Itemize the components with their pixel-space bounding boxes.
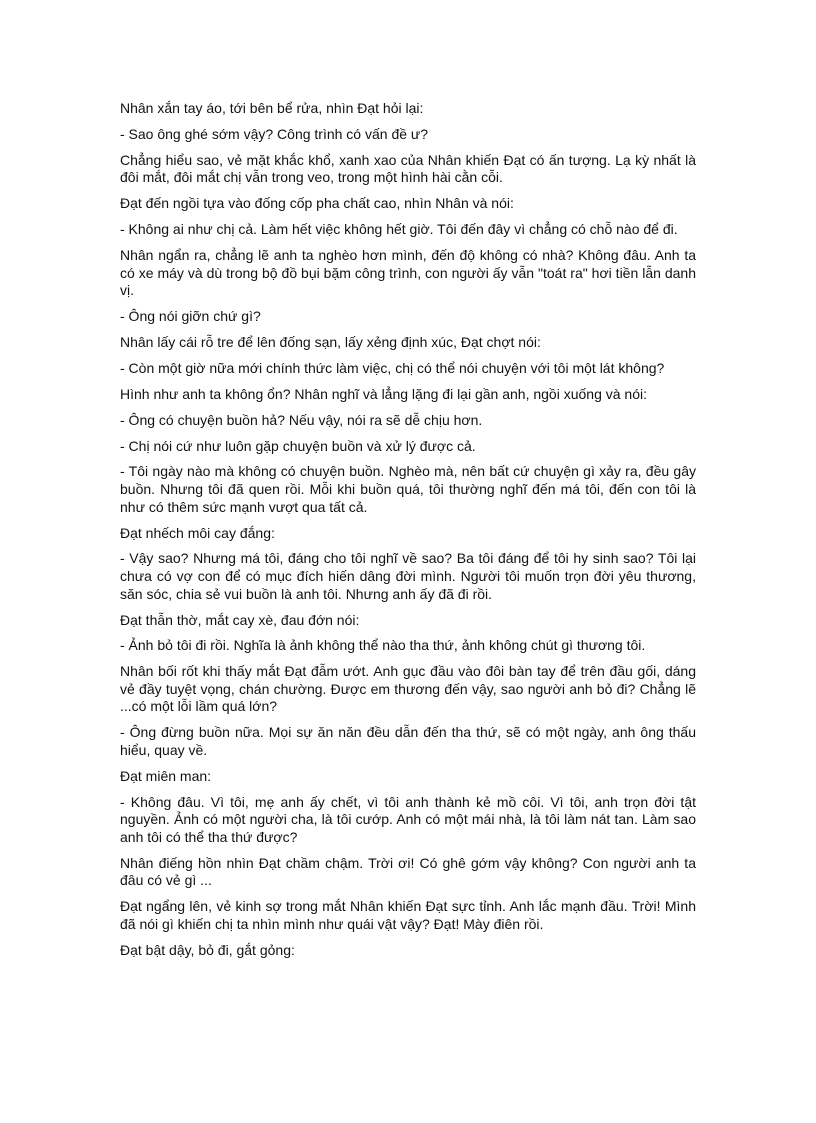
paragraph: Nhân xắn tay áo, tới bên bể rửa, nhìn Đạt hỏi lại: bbox=[120, 100, 424, 116]
paragraph: Hình như anh ta không ổn? Nhân nghĩ và lẳng lặng đi lại gần anh, ngồi xuống và nói: bbox=[120, 385, 647, 402]
paragraph: Đạt nhếch môi cay đắng: bbox=[120, 524, 275, 541]
paragraph: - Ông đừng buồn nữa. Mọi sự ăn năn đều dẫn đến tha thứ, sẽ có một ngày, anh ông thấu hiểu, quay về. bbox=[120, 724, 696, 758]
paragraph: - Vậy sao? Nhưng má tôi, đáng cho tôi nghĩ về sao? Ba tôi đáng để tôi hy sinh sao? Tôi lại chưa có vợ con để có mục đích hiến dâng đời mình. Người tôi muốn trọn đời yêu thương, săn sóc, chia sẻ vui buồn là anh tôi. Nhưng anh ấy đã đi rồi. bbox=[120, 550, 696, 602]
paragraph: - Sao ông ghé sớm vậy? Công trình có vấn đề ư? bbox=[120, 125, 429, 142]
paragraph: Đạt đến ngồi tựa vào đống cốp pha chất cao, nhìn Nhân và nói: bbox=[120, 195, 514, 212]
paragraph: - Chị nói cứ như luôn gặp chuyện buồn và xử lý được cả. bbox=[120, 437, 476, 454]
paragraph: Đạt miên man: bbox=[120, 767, 212, 784]
paragraph: - Không đâu. Vì tôi, mẹ anh ấy chết, vì tôi anh thành kẻ mồ côi. Vì tôi, anh trọn đời tật nguyền. Ảnh có một người cha, là tôi cướp. Anh có một mái nhà, là tôi làm nát tan. Làm sao anh tôi có thể tha thứ được? bbox=[120, 793, 696, 845]
paragraph: Nhân lấy cái rỗ tre để lên đống sạn, lấy xẻng định xúc, Đạt chợt nói: bbox=[120, 334, 541, 351]
paragraph: - Ông nói giỡn chứ gì? bbox=[120, 308, 261, 325]
paragraph: - Không ai như chị cả. Làm hết việc không hết giờ. Tôi đến đây vì chẳng có chỗ nào để đi. bbox=[120, 221, 678, 238]
paragraph: Nhân bối rốt khi thấy mắt Đạt đẫm ướt. Anh gục đầu vào đôi bàn tay để trên đầu gối, dáng vẻ đầy tuyệt vọng, chán chường. Được em thương đến vậy, sao người anh bỏ đi? Chẳng lẽ ...có một lỗi lầm quá lớn? bbox=[120, 663, 696, 715]
paragraph: Nhân ngẩn ra, chẳng lẽ anh ta nghèo hơn mình, đến độ không có nhà? Không đâu. Anh ta có xe máy và dù trong bộ đồ bụi bặm công trình, con người ấy vẫn "toát ra" hơi tiền lẫn danh vị. bbox=[120, 247, 696, 299]
paragraph: Nhân điếng hồn nhìn Đạt chầm chậm. Trời ơi! Có ghê gớm vậy không? Con người anh ta đâu có vẻ gì ... bbox=[120, 854, 696, 889]
story-text bbox=[120, 100, 696, 968]
paragraph: - Ông có chuyện buồn hả? Nếu vậy, nói ra sẽ dễ chịu hơn. bbox=[120, 411, 483, 428]
paragraph: Chẳng hiểu sao, vẻ mặt khắc khổ, xanh xao của Nhân khiến Đạt có ấn tượng. Lạ kỳ nhất là đôi mắt, đôi mắt chị vẫn trong veo, trong một hình hài cằn cỗi. bbox=[120, 151, 696, 186]
paragraph: Đạt ngẩng lên, vẻ kinh sợ trong mắt Nhân khiến Đạt sực tỉnh. Anh lắc mạnh đầu. Trời! Mình đã nói gì khiến chị ta nhìn mình như quái vật vậy? Đạt! Mày điên rồi. bbox=[120, 898, 696, 932]
paragraph: - Tôi ngày nào mà không có chuyện buồn. Nghèo mà, nên bất cứ chuyện gì xảy ra, đều gây buồn. Nhưng tôi đã quen rồi. Mỗi khi buồn quá, tôi thường nghĩ đến má tôi, đến con tôi là như có thêm sức mạnh vượt qua tất cả. bbox=[120, 463, 696, 515]
paragraph: - Ảnh bỏ tôi đi rồi. Nghĩa là ảnh không thể nào tha thứ, ảnh không chút gì thương tôi. bbox=[120, 637, 646, 654]
paragraph: - Còn một giờ nữa mới chính thức làm việc, chị có thể nói chuyện với tôi một lát không? bbox=[120, 359, 665, 376]
paragraph: Đạt bật dậy, bỏ đi, gắt gỏng: bbox=[120, 941, 295, 958]
paragraph: Đạt thẫn thờ, mắt cay xè, đau đớn nói: bbox=[120, 611, 360, 628]
